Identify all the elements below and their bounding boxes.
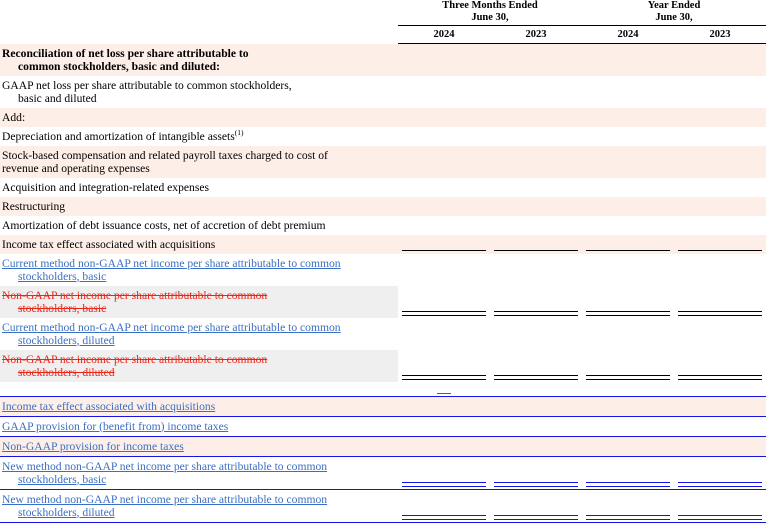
footnote-marker: (1) xyxy=(234,127,244,137)
table-row xyxy=(0,127,766,146)
value-cell xyxy=(582,489,674,522)
value-cell xyxy=(674,396,766,416)
value-cell xyxy=(674,178,766,197)
row-label-amortization-debt-issuance-costs xyxy=(0,216,398,235)
header-group-row xyxy=(0,0,766,26)
value-cell xyxy=(582,216,674,235)
header-year-2024-q: 2024 xyxy=(398,26,490,44)
label-line1: Income tax effect associated with acquisitions xyxy=(2,237,216,251)
value-cell xyxy=(674,350,766,382)
label-line2[interactable]: stockholders, diluted xyxy=(18,333,115,347)
value-cell xyxy=(674,456,766,489)
value-cell xyxy=(490,436,582,456)
label-line1: Depreciation and amortization of intangible assets xyxy=(2,129,235,143)
row-label-income-tax-effect-acquisitions xyxy=(0,235,398,254)
table-row xyxy=(0,416,766,436)
value-cell xyxy=(398,318,490,350)
value-cell xyxy=(674,108,766,127)
table-row xyxy=(0,146,766,178)
label-line1[interactable]: Current method non-GAAP net income per share attributable to common xyxy=(2,256,341,270)
header-group-year-line2: June 30, xyxy=(655,11,693,23)
row-label-added-income-tax-effect-acquisitions xyxy=(0,396,398,416)
header-year-2023-y: 2023 xyxy=(674,26,766,44)
value-cell xyxy=(490,318,582,350)
value-cell xyxy=(674,76,766,108)
row-label-add-label xyxy=(0,108,398,127)
value-cell xyxy=(398,178,490,197)
value-cell xyxy=(582,382,674,397)
value-cell xyxy=(582,396,674,416)
label-line2: basic and diluted xyxy=(18,91,97,105)
label-line1[interactable]: Income tax effect associated with acquisitions xyxy=(2,399,216,413)
value-cell xyxy=(582,146,674,178)
header-spacer xyxy=(0,0,398,26)
row-label-acquisition-integration-expenses xyxy=(0,178,398,197)
table-row xyxy=(0,456,766,489)
value-cell xyxy=(582,350,674,382)
table-row xyxy=(0,108,766,127)
value-cell xyxy=(582,235,674,254)
label-line1[interactable]: GAAP provision for (benefit from) income taxes xyxy=(2,419,229,433)
value-cell xyxy=(674,216,766,235)
value-cell xyxy=(674,254,766,286)
value-cell xyxy=(398,76,490,108)
value-cell xyxy=(582,416,674,436)
label-line1: Stock-based compensation and related payroll taxes charged to cost of xyxy=(2,148,328,162)
value-cell xyxy=(490,197,582,216)
row-label-restructuring xyxy=(0,197,398,216)
header-year-spacer xyxy=(0,26,398,44)
table-row xyxy=(0,396,766,416)
value-cell xyxy=(674,127,766,146)
value-cell xyxy=(490,350,582,382)
value-cell xyxy=(490,216,582,235)
table-body xyxy=(0,44,766,523)
value-cell xyxy=(398,197,490,216)
table-row xyxy=(0,197,766,216)
value-cell xyxy=(490,396,582,416)
table-row xyxy=(0,235,766,254)
value-cell xyxy=(490,178,582,197)
table-header xyxy=(0,0,766,44)
value-cell xyxy=(490,286,582,318)
table-row xyxy=(0,178,766,197)
label-line2[interactable]: stockholders, basic xyxy=(18,472,107,486)
label-line1[interactable]: Non-GAAP net income per share attributable to common xyxy=(2,352,268,366)
value-cell xyxy=(674,489,766,522)
value-cell xyxy=(582,178,674,197)
value-cell xyxy=(490,235,582,254)
row-label-reconciliation-title xyxy=(0,44,398,76)
header-group-three-months-line2: June 30, xyxy=(471,11,509,23)
table-row xyxy=(0,216,766,235)
row-label-added-non-gaap-provision-income-taxes xyxy=(0,436,398,456)
table-row xyxy=(0,436,766,456)
value-cell xyxy=(490,489,582,522)
header-year-2024-y: 2024 xyxy=(582,26,674,44)
value-cell xyxy=(398,382,490,397)
value-cell xyxy=(582,197,674,216)
value-cell xyxy=(674,382,766,397)
empty-value-underline xyxy=(437,393,451,394)
header-year-row xyxy=(0,26,766,44)
table-row xyxy=(0,76,766,108)
value-cell xyxy=(674,318,766,350)
label-line2[interactable]: stockholders, diluted xyxy=(18,505,115,519)
value-cell xyxy=(490,382,582,397)
table-row xyxy=(0,286,766,318)
value-cell xyxy=(398,489,490,522)
value-cell xyxy=(582,127,674,146)
label-line1[interactable]: Current method non-GAAP net income per share attributable to common xyxy=(2,320,341,334)
row-label-current-method-non-gaap-diluted xyxy=(0,318,398,350)
value-cell xyxy=(398,350,490,382)
table-row xyxy=(0,382,766,397)
label-line1: Amortization of debt issuance costs, net of accretion of debt premium xyxy=(2,218,326,232)
table-row xyxy=(0,44,766,76)
value-cell xyxy=(398,146,490,178)
value-cell xyxy=(582,44,674,76)
row-label-added-gaap-provision-income-taxes xyxy=(0,416,398,436)
label-line1: Acquisition and integration-related expenses xyxy=(2,180,210,194)
label-line1: Reconciliation of net loss per share attributable to xyxy=(2,46,249,60)
header-year-2023-q: 2023 xyxy=(490,26,582,44)
value-cell xyxy=(398,396,490,416)
row-label-deleted-non-gaap-diluted xyxy=(0,350,398,382)
value-cell xyxy=(398,286,490,318)
label-line2[interactable]: stockholders, basic xyxy=(18,301,107,315)
value-cell xyxy=(398,416,490,436)
row-label-blue-tick-row xyxy=(0,382,398,397)
value-cell xyxy=(490,108,582,127)
label-line2: revenue and operating expenses xyxy=(2,161,150,175)
value-cell xyxy=(398,436,490,456)
label-line2: common stockholders, basic and diluted: xyxy=(18,59,220,73)
value-cell xyxy=(490,127,582,146)
row-label-current-method-non-gaap-basic xyxy=(0,254,398,286)
value-cell xyxy=(582,436,674,456)
value-cell xyxy=(490,146,582,178)
value-cell xyxy=(674,44,766,76)
header-group-year xyxy=(582,0,766,26)
value-cell xyxy=(490,456,582,489)
value-cell xyxy=(490,76,582,108)
value-cell xyxy=(582,286,674,318)
value-cell xyxy=(674,416,766,436)
row-label-new-method-non-gaap-basic xyxy=(0,456,398,489)
row-label-stock-based-compensation xyxy=(0,146,398,178)
header-group-three-months xyxy=(398,0,582,26)
row-label-depreciation-amortization xyxy=(0,127,398,146)
value-cell xyxy=(582,108,674,127)
value-cell xyxy=(674,436,766,456)
label-line1[interactable]: Non-GAAP provision for income taxes xyxy=(2,439,184,453)
table-row xyxy=(0,318,766,350)
label-line2[interactable]: stockholders, diluted xyxy=(18,365,115,379)
value-cell xyxy=(398,456,490,489)
label-line1[interactable]: Non-GAAP net income per share attributable to common xyxy=(2,288,268,302)
value-cell xyxy=(674,197,766,216)
value-cell xyxy=(582,76,674,108)
row-label-gaap-net-loss-per-share xyxy=(0,76,398,108)
label-line1: Add: xyxy=(2,110,26,124)
value-cell xyxy=(582,456,674,489)
value-cell xyxy=(398,216,490,235)
value-cell xyxy=(582,254,674,286)
value-cell xyxy=(674,286,766,318)
table-row xyxy=(0,350,766,382)
value-cell xyxy=(398,235,490,254)
table-row xyxy=(0,254,766,286)
table-row xyxy=(0,489,766,522)
header-group-year-line1: Year Ended xyxy=(647,0,701,11)
value-cell xyxy=(398,127,490,146)
label-line1[interactable]: New method non-GAAP net income per share attributable to common xyxy=(2,492,328,506)
value-cell xyxy=(582,318,674,350)
label-line1: Restructuring xyxy=(2,199,66,213)
label-line2[interactable]: stockholders, basic xyxy=(18,269,107,283)
label-line1[interactable]: New method non-GAAP net income per share attributable to common xyxy=(2,459,328,473)
value-cell xyxy=(398,44,490,76)
value-cell xyxy=(398,108,490,127)
value-cell xyxy=(490,416,582,436)
value-cell xyxy=(490,44,582,76)
label-line1: GAAP net loss per share attributable to common stockholders, xyxy=(2,78,292,92)
row-label-new-method-non-gaap-diluted xyxy=(0,489,398,522)
value-cell xyxy=(490,254,582,286)
header-group-three-months-line1: Three Months Ended xyxy=(442,0,538,11)
value-cell xyxy=(674,146,766,178)
value-cell xyxy=(398,254,490,286)
row-label-deleted-non-gaap-basic xyxy=(0,286,398,318)
value-cell xyxy=(674,235,766,254)
